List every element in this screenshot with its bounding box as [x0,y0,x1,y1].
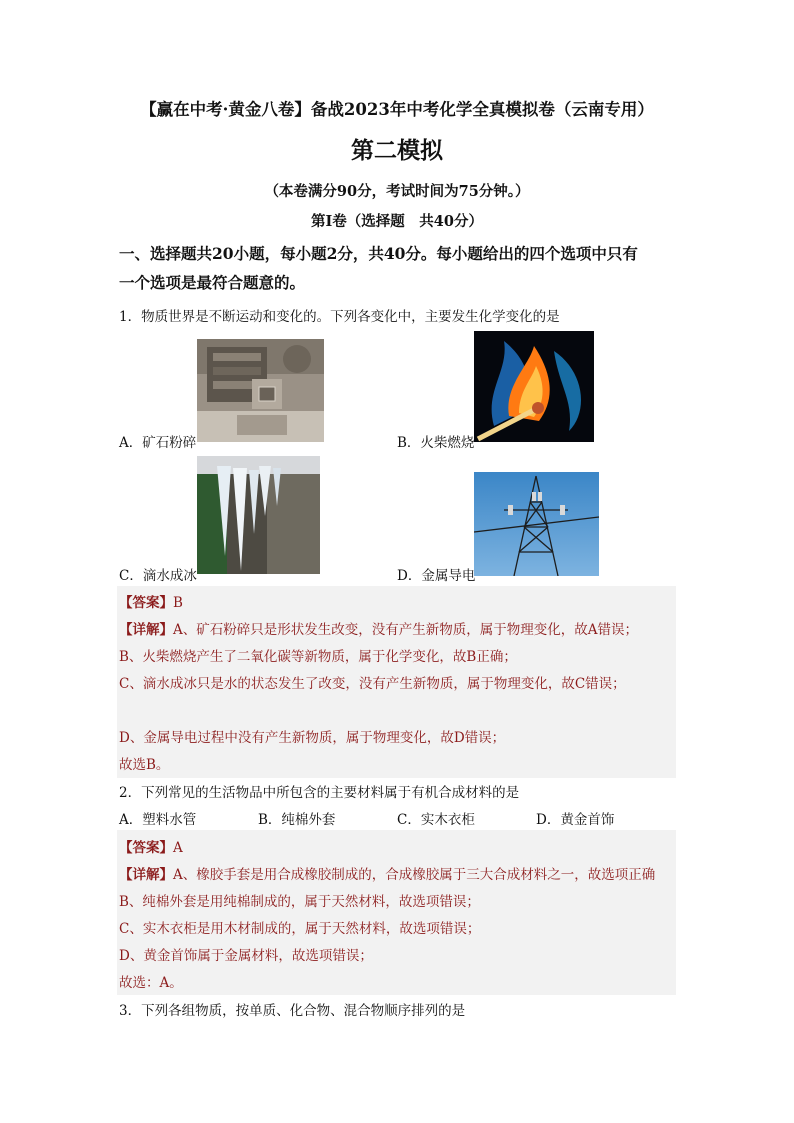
q2-detail-line: 故选：A。 [119,975,183,991]
section-instruction-line2: 一个选项是最符合题意的。 [119,273,306,292]
q1-option-b: B．火柴燃烧 [397,435,475,451]
power-tower-image [474,472,599,576]
exam-subtitle: 第二模拟 [351,137,443,164]
q1-option-c: C．滴水成冰 [119,568,197,584]
q2-option-c: C．实木衣柜 [397,812,475,828]
q2-answer-key: 【答案】 [119,840,173,856]
icicles-image [197,456,320,574]
exam-header: 【赢在中考·黄金八卷】备战2023年中考化学全真模拟卷（云南专用） [140,100,654,119]
q1-answer-key: 【答案】 [119,595,173,611]
volume-title: 第I卷（选择题 共40分） [311,213,483,230]
ore-crushing-image [197,339,324,442]
q1-option-d: D．金属导电 [397,568,476,584]
match-burning-image [474,331,594,442]
q1-answer [119,591,183,611]
q1-detail-line: D、金属导电过程中没有产生新物质，属于物理变化，故D错误； [119,730,506,746]
q1-detail-key: 【详解】 [119,622,173,638]
q2-option-b: B．纯棉外套 [258,812,336,828]
q1-detail-line: 故选B。 [119,757,170,773]
question-3-stem: 3．下列各组物质，按单质、化合物、混合物顺序排列的是 [119,1003,466,1019]
q2-answer-value: A [173,840,183,856]
q2-detail-line: C、实木衣柜是用木材制成的，属于天然材料，故选项错误； [119,921,481,937]
q2-detail-key: 【详解】 [119,867,173,883]
q1-detail-text: A、矿石粉碎只是形状发生改变，没有产生新物质，属于物理变化，故A错误； [173,622,638,638]
q1-detail-line: B、火柴燃烧产生了二氧化碳等新物质，属于化学变化，故B正确； [119,649,517,665]
section-instruction-line1: 一、选择题共20小题，每小题2分，共40分。每小题给出的四个选项中只有 [119,244,638,263]
q2-detail-line [119,863,655,883]
q2-option-d: D．黄金首饰 [536,812,615,828]
q2-detail-line: B、纯棉外套是用纯棉制成的，属于天然材料，故选项错误； [119,894,480,910]
q2-option-a: A．塑料水管 [119,812,197,828]
question-1-stem: 1．物质世界是不断运动和变化的。下列各变化中，主要发生化学变化的是 [119,309,560,325]
q2-answer-panel [117,830,676,995]
question-2-stem: 2．下列常见的生活物品中所包含的主要材料属于有机合成材料的是 [119,785,520,801]
q2-answer [119,836,183,856]
q1-option-a: A．矿石粉碎 [119,435,197,451]
exam-note: （本卷满分90分，考试时间为75分钟。） [264,183,530,200]
q1-detail-line: C、滴水成冰只是水的状态发生了改变，没有产生新物质，属于物理变化，故C错误； [119,676,626,692]
q1-answer-value: B [173,595,183,611]
q2-detail-text: A、橡胶手套是用合成橡胶制成的，合成橡胶属于三大合成材料之一，故选项正确 [173,867,656,883]
q1-detail-line [119,618,638,638]
q2-detail-line: D、黄金首饰属于金属材料，故选项错误； [119,948,373,964]
